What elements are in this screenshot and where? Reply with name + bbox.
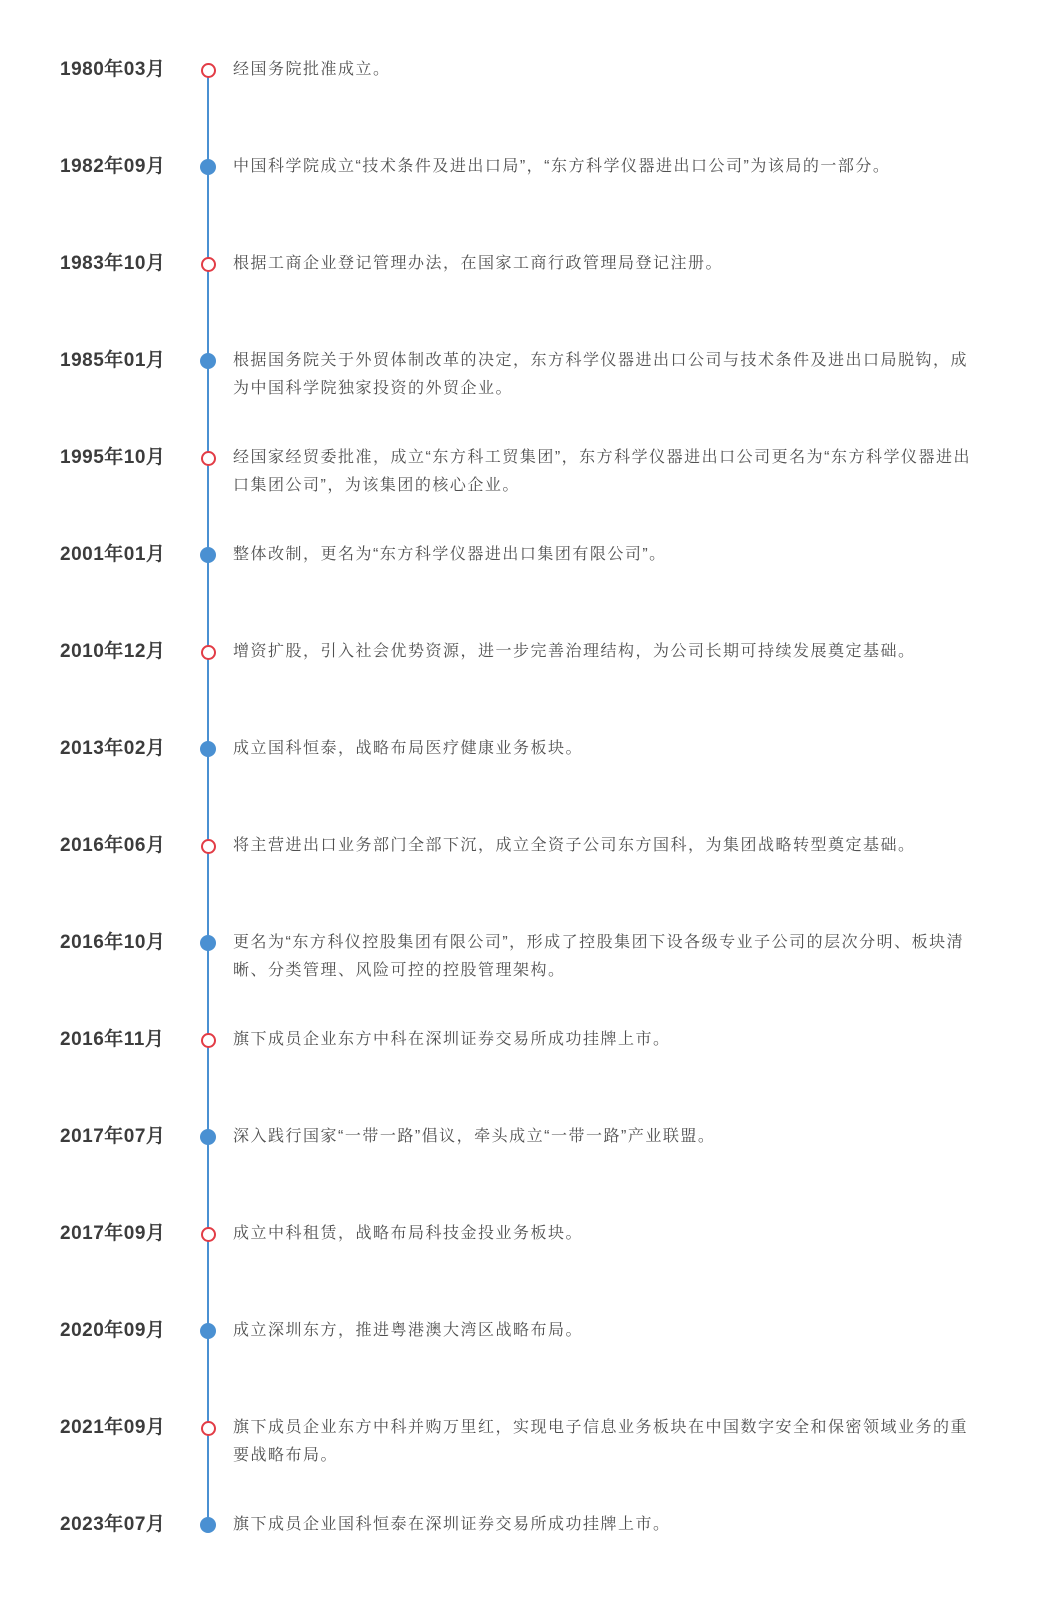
timeline-item xyxy=(0,1123,1064,1220)
timeline-dot-icon xyxy=(200,1517,216,1533)
timeline-dot-icon xyxy=(200,741,216,757)
timeline-item-description: 根据工商企业登记管理办法，在国家工商行政管理局登记注册。 xyxy=(233,255,724,272)
timeline-item-description: 经国务院批准成立。 xyxy=(233,61,391,78)
timeline-item-date: 2023年07月 xyxy=(60,1514,166,1535)
timeline-dot-icon xyxy=(201,1033,216,1048)
timeline-item xyxy=(0,444,1064,541)
timeline-item xyxy=(0,1026,1064,1123)
timeline-item xyxy=(0,347,1064,444)
timeline-item-description: 成立中科租赁，战略布局科技金投业务板块。 xyxy=(233,1225,584,1242)
timeline-item-description: 旗下成员企业国科恒泰在深圳证券交易所成功挂牌上市。 xyxy=(233,1516,671,1533)
timeline-item xyxy=(0,56,1064,153)
timeline-item-description: 成立国科恒泰，战略布局医疗健康业务板块。 xyxy=(233,740,584,757)
timeline-item-date: 1980年03月 xyxy=(60,59,166,80)
timeline-item-date: 2010年12月 xyxy=(60,641,166,662)
timeline-dot-icon xyxy=(201,1227,216,1242)
timeline-dot-icon xyxy=(201,257,216,272)
timeline-dot-icon xyxy=(200,1323,216,1339)
timeline-dot-icon xyxy=(200,353,216,369)
timeline-item-date: 2013年02月 xyxy=(60,738,166,759)
timeline-item-description: 根据国务院关于外贸体制改革的决定，东方科学仪器进出口公司与技术条件及进出口局脱钩，成为中国科学院独家投资的外贸企业。 xyxy=(233,352,969,397)
timeline-item xyxy=(0,735,1064,832)
timeline-dot-icon xyxy=(200,935,216,951)
timeline-dot-icon xyxy=(201,63,216,78)
timeline-item xyxy=(0,1317,1064,1414)
timeline-dot-icon xyxy=(201,839,216,854)
timeline-item-date: 2021年09月 xyxy=(60,1417,166,1438)
timeline-item-description: 成立深圳东方，推进粤港澳大湾区战略布局。 xyxy=(233,1322,584,1339)
timeline-item-description: 增资扩股，引入社会优势资源，进一步完善治理结构，为公司长期可持续发展奠定基础。 xyxy=(233,643,916,660)
timeline-item xyxy=(0,1511,1064,1608)
timeline-item-date: 2016年11月 xyxy=(60,1029,165,1050)
timeline-item xyxy=(0,832,1064,929)
timeline-item-date: 2017年09月 xyxy=(60,1223,166,1244)
timeline-dot-icon xyxy=(200,547,216,563)
timeline-item-description: 中国科学院成立“技术条件及进出口局”，“东方科学仪器进出口公司”为该局的一部分。 xyxy=(233,158,891,175)
timeline-item xyxy=(0,929,1064,1026)
timeline-item-description: 将主营进出口业务部门全部下沉，成立全资子公司东方国科，为集团战略转型奠定基础。 xyxy=(233,837,916,854)
timeline-item-date: 2016年06月 xyxy=(60,835,166,856)
timeline-item-date: 2016年10月 xyxy=(60,932,166,953)
timeline-item-date: 1982年09月 xyxy=(60,156,166,177)
timeline-item-description: 旗下成员企业东方中科并购万里红，实现电子信息业务板块在中国数字安全和保密领域业务的重要战略布局。 xyxy=(233,1419,969,1464)
timeline-item-description: 深入践行国家“一带一路”倡议，牵头成立“一带一路”产业联盟。 xyxy=(233,1128,716,1145)
timeline-item xyxy=(0,250,1064,347)
timeline-items xyxy=(0,56,1064,1608)
timeline-item-date: 1995年10月 xyxy=(60,447,166,468)
timeline-item xyxy=(0,153,1064,250)
timeline-dot-icon xyxy=(201,1421,216,1436)
timeline-item-description: 整体改制，更名为“东方科学仪器进出口集团有限公司”。 xyxy=(233,546,667,563)
timeline-item xyxy=(0,541,1064,638)
timeline-item-date: 2001年01月 xyxy=(60,544,166,565)
timeline-dot-icon xyxy=(200,1129,216,1145)
timeline-item-date: 1983年10月 xyxy=(60,253,166,274)
timeline-item-date: 2020年09月 xyxy=(60,1320,166,1341)
timeline-item-date: 1985年01月 xyxy=(60,350,166,371)
timeline-dot-icon xyxy=(201,645,216,660)
timeline-dot-icon xyxy=(200,159,216,175)
timeline-item-description: 经国家经贸委批准，成立“东方科工贸集团”，东方科学仪器进出口公司更名为“东方科学仪器进出口集团公司”，为该集团的核心企业。 xyxy=(233,449,971,494)
timeline-item-description: 更名为“东方科仪控股集团有限公司”，形成了控股集团下设各级专业子公司的层次分明、板块清晰、分类管理、风险可控的控股管理架构。 xyxy=(233,934,965,979)
timeline-item xyxy=(0,638,1064,735)
timeline-item xyxy=(0,1414,1064,1511)
timeline-dot-icon xyxy=(201,451,216,466)
timeline-item xyxy=(0,1220,1064,1317)
timeline-item-description: 旗下成员企业东方中科在深圳证券交易所成功挂牌上市。 xyxy=(233,1031,671,1048)
timeline-item-date: 2017年07月 xyxy=(60,1126,166,1147)
